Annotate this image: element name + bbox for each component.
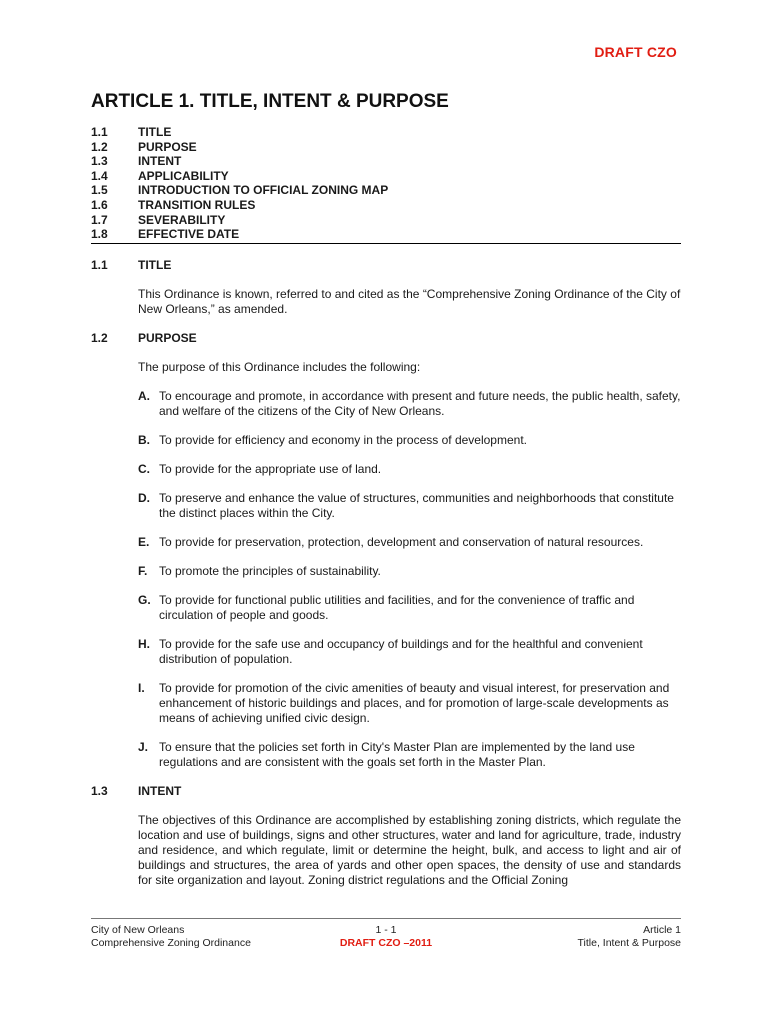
purpose-item: [138, 637, 681, 667]
toc-item[interactable]: [91, 154, 681, 169]
toc-title: INTRODUCTION TO OFFICIAL ZONING MAP: [138, 183, 389, 198]
toc-item[interactable]: [91, 198, 681, 213]
purpose-item: [138, 593, 681, 623]
toc-number: 1.7: [91, 212, 108, 227]
toc-number: 1.4: [91, 168, 108, 183]
toc-number: 1.3: [91, 154, 108, 169]
table-of-contents: [91, 125, 681, 242]
item-letter: G.: [138, 593, 151, 607]
item-text: To encourage and promote, in accordance with present and future needs, the public health, safety, and welfare of the citizens of the City of New Orleans.: [159, 389, 681, 418]
purpose-item: [138, 740, 681, 770]
purpose-item: [138, 491, 681, 521]
section-number: 1.2: [91, 331, 108, 345]
footer-divider: [91, 918, 681, 919]
item-letter: F.: [138, 564, 148, 578]
toc-item[interactable]: [91, 227, 681, 242]
toc-title: APPLICABILITY: [138, 168, 229, 183]
section-heading-title: [91, 258, 681, 273]
item-text: To preserve and enhance the value of structures, communities and neighborhoods that constitute the distinct places within the City.: [159, 491, 674, 520]
toc-divider: [91, 243, 681, 244]
purpose-item: [138, 462, 681, 477]
item-text: To provide for promotion of the civic amenities of beauty and visual interest, for preservation and enhancement of historic buildings and places, and for promotion of large-scale developments as means of achieving unified civic design.: [159, 681, 670, 725]
draft-label: DRAFT CZO: [594, 44, 677, 60]
section-title: PURPOSE: [138, 331, 197, 345]
toc-title: TITLE: [138, 125, 172, 139]
item-letter: C.: [138, 462, 150, 476]
section-paragraph: This Ordinance is known, referred to and cited as the “Comprehensive Zoning Ordinance of the City of New Orleans,” as amended.: [138, 287, 681, 316]
purpose-item: [138, 535, 681, 550]
toc-title: TRANSITION RULES: [138, 197, 256, 212]
toc-item[interactable]: [91, 213, 681, 228]
item-text: To ensure that the policies set forth in City's Master Plan are implemented by the land use regulations and are consistent with the goals set forth in the Master Plan.: [159, 740, 635, 769]
toc-number: 1.1: [91, 125, 108, 139]
item-text: To provide for efficiency and economy in the process of development.: [159, 433, 527, 447]
toc-number: 1.8: [91, 227, 108, 242]
section-title: INTENT: [138, 784, 182, 798]
item-letter: B.: [138, 433, 150, 447]
section-title: TITLE: [138, 258, 172, 272]
item-letter: D.: [138, 491, 150, 505]
toc-item[interactable]: [91, 125, 681, 140]
toc-title: EFFECTIVE DATE: [138, 227, 240, 242]
section-heading-purpose: [91, 331, 681, 346]
footer-article: Article 1: [643, 924, 681, 936]
item-letter: A.: [138, 389, 150, 403]
toc-item[interactable]: [91, 169, 681, 184]
footer-left: [91, 924, 311, 949]
toc-number: 1.2: [91, 139, 108, 154]
item-text: To provide for functional public utilities and facilities, and for the convenience of traffic and circulation of people and goods.: [159, 593, 635, 622]
footer-draft-label: DRAFT CZO –2011: [339, 936, 433, 949]
item-letter: I.: [138, 681, 145, 695]
section-intro: The purpose of this Ordinance includes the following:: [138, 360, 421, 374]
toc-item[interactable]: [91, 183, 681, 198]
section-number: 1.1: [91, 258, 108, 272]
purpose-item: [138, 433, 681, 448]
document-body: [91, 258, 681, 902]
item-letter: E.: [138, 535, 150, 549]
toc-number: 1.6: [91, 197, 108, 212]
article-title: ARTICLE 1. TITLE, INTENT & PURPOSE: [91, 91, 449, 112]
footer-center: [311, 924, 461, 949]
section-heading-intent: [91, 784, 681, 799]
item-text: To provide for the appropriate use of land.: [159, 462, 382, 476]
item-text: To promote the principles of sustainability.: [159, 564, 381, 578]
item-text: To provide for preservation, protection, development and conservation of natural resources.: [159, 535, 644, 549]
page-number: 1 - 1: [375, 924, 397, 936]
toc-title: PURPOSE: [138, 139, 197, 154]
section-number: 1.3: [91, 784, 108, 798]
footer-ordinance: Comprehensive Zoning Ordinance: [91, 936, 251, 949]
footer-article-title: Title, Intent & Purpose: [577, 936, 681, 949]
footer-right: [461, 924, 681, 949]
purpose-item: [138, 389, 681, 419]
purpose-item: [138, 564, 681, 579]
item-letter: H.: [138, 637, 150, 651]
section-paragraph: The objectives of this Ordinance are accomplished by establishing zoning districts, which regulate the location and use of buildings, signs and other structures, water and land for agriculture, trade, industry and residence, and which regulate, limit or determine the height, bulk, and access to light and air of buildings and structures, the area of yards and other open spaces, the density of use and standards for site organization and layout. Zoning district regulations and the Official Zoning: [138, 813, 681, 887]
toc-item[interactable]: [91, 140, 681, 155]
toc-title: INTENT: [138, 154, 182, 169]
toc-title: SEVERABILITY: [138, 212, 226, 227]
item-letter: J.: [138, 740, 149, 754]
footer-city: City of New Orleans: [91, 924, 185, 936]
purpose-item: [138, 681, 681, 726]
toc-number: 1.5: [91, 183, 108, 198]
item-text: To provide for the safe use and occupancy of buildings and for the healthful and convenient distribution of population.: [159, 637, 643, 666]
